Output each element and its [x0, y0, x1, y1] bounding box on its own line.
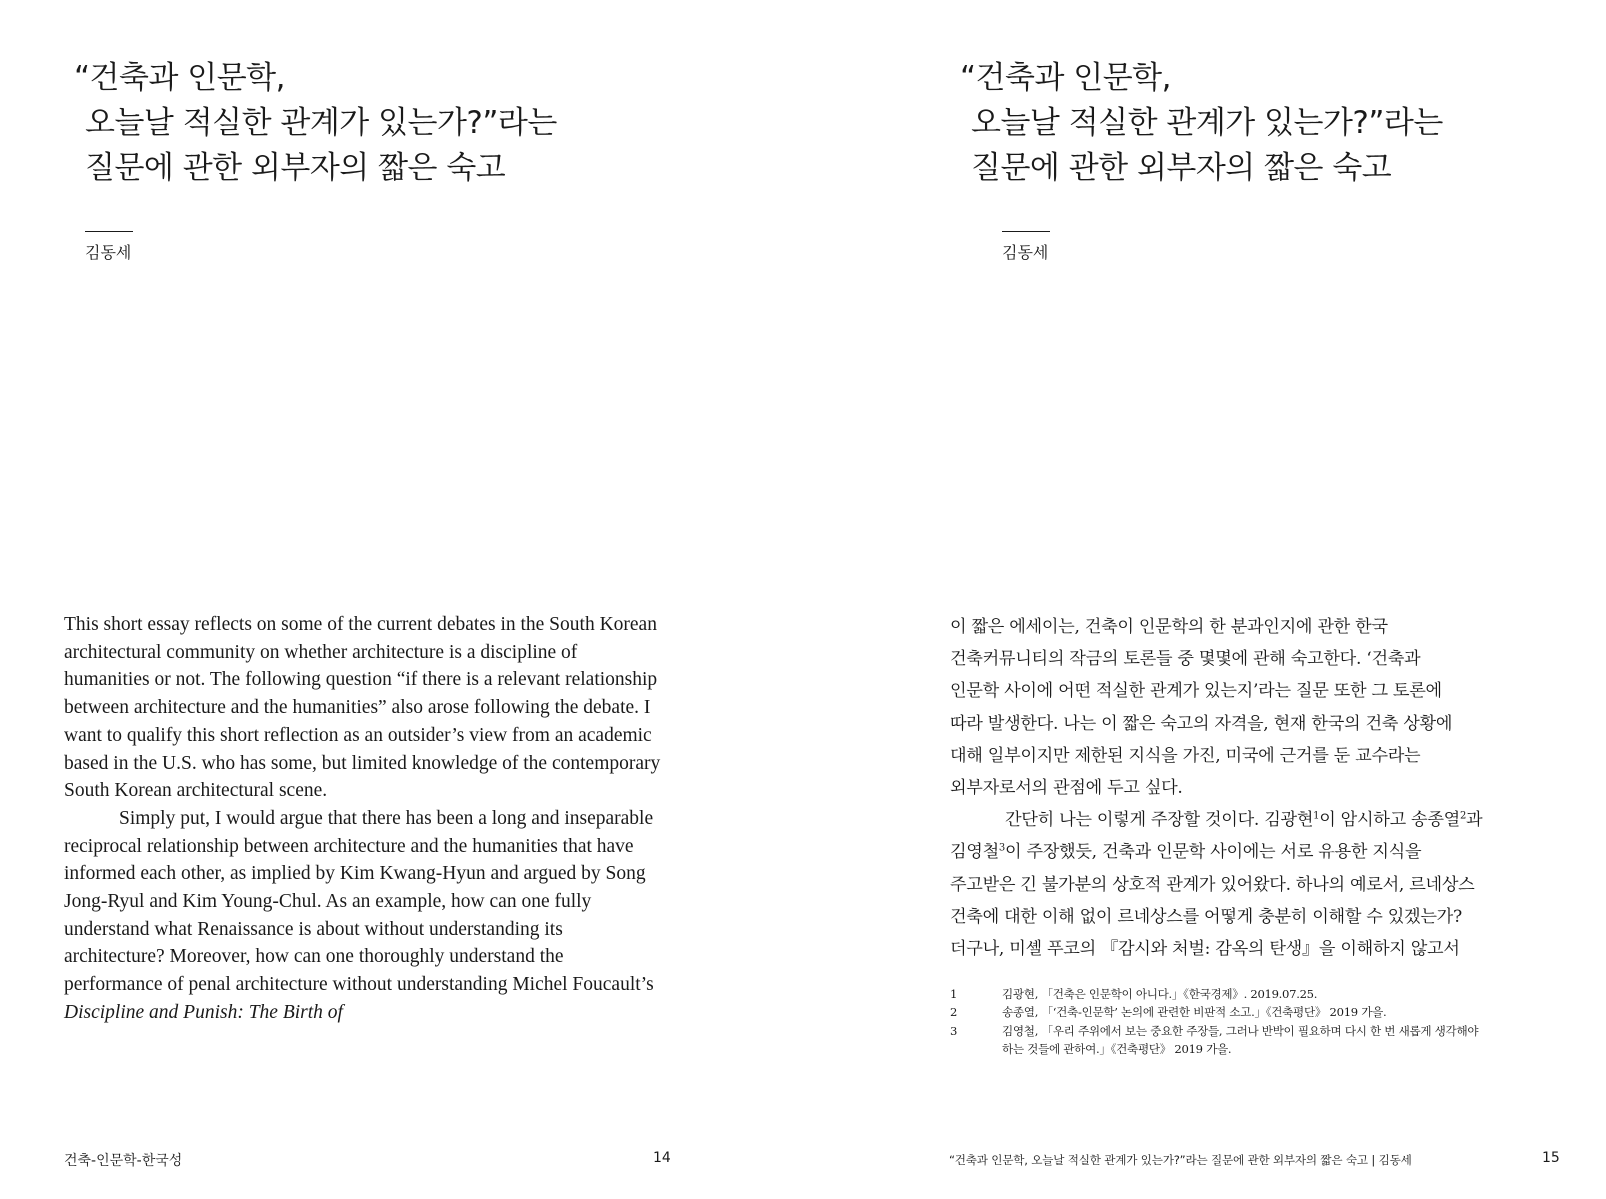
body-line: 주고받은 긴 불가분의 상호적 관계가 있어왔다. 하나의 예로서, 르네상스 — [950, 874, 1475, 895]
footnote-item — [950, 985, 1550, 1003]
footnote-text — [1002, 985, 1550, 1003]
essay-title — [74, 56, 557, 191]
body-text: 이 암시하고 송종열 — [1319, 810, 1460, 831]
korean-body-text — [950, 611, 1550, 965]
body-line: 따라 발생한다. 나는 이 짧은 숙고의 자격을, 현재 한국의 건축 상황에 — [950, 713, 1453, 734]
running-head: “건축과 인문학, 오늘날 적실한 관계가 있는가?”라는 질문에 관한 외부자의 짧은 숙고 | 김동세 — [949, 1153, 1412, 1167]
title-line: “건축과 인문학, — [960, 60, 1171, 96]
author-name: 김동세 — [85, 243, 132, 262]
footnote-item — [950, 1003, 1550, 1021]
body-paragraph — [64, 805, 664, 1027]
footnote-line: 김영철, 「우리 주위에서 보는 중요한 주장들, 그러나 반박이 필요하며 다시 한 번 새롭게 생각해야 — [1002, 1023, 1479, 1038]
author-divider — [85, 231, 133, 232]
body-line: 더구나, 미셸 푸코의 『감시와 처벌: 감옥의 탄생』을 이해하지 않고서 — [950, 939, 1460, 960]
body-text: 이 주장했듯, 건축과 인문학 사이에는 서로 유용한 지식을 — [1004, 842, 1422, 863]
footnote-ref-1[interactable]: 1 — [1313, 810, 1320, 822]
title-line: 오늘날 적실한 관계가 있는가?”라는 — [85, 105, 557, 141]
footnote-line: 김광현, 「건축은 인문학이 아니다.」《한국경제》. 2019.07.25. — [1002, 987, 1318, 1001]
footnote-line: 하는 것들에 관하여.」《건축평단》 2019 가을. — [1002, 1041, 1232, 1056]
author-name: 김동세 — [1002, 243, 1049, 262]
title-line: 오늘날 적실한 관계가 있는가?”라는 — [971, 105, 1443, 141]
body-paragraph: This short essay reflects on some of the current debates in the South Korean architectural community on whether architecture is a discipline of humanities or not. The following question “if there is a relevant relationship between architecture and the humanities” also arose following the debate. I want to qualify this short reflection as an outsider’s view from an academic based in the U.S. who has some, but limited knowledge of the contemporary South Korean architectural scene. — [64, 614, 661, 802]
body-text: 간단히 나는 이렇게 주장할 것이다. 김광현 — [1005, 810, 1314, 831]
author-divider — [1002, 231, 1050, 232]
body-line: 건축커뮤니티의 작금의 토론들 중 몇몇에 관해 숙고한다. ‘건축과 — [950, 649, 1421, 670]
title-line: “건축과 인문학, — [74, 60, 285, 96]
body-line: 건축에 대한 이해 없이 르네상스를 어떻게 충분히 이해할 수 있겠는가? — [950, 906, 1462, 927]
running-head: 건축-인문학-한국성 — [64, 1153, 183, 1169]
title-line: 질문에 관한 외부자의 짧은 숙고 — [85, 150, 506, 186]
essay-title — [960, 56, 1443, 191]
body-line: 인문학 사이에 어떤 적실한 관계가 있는지’라는 질문 또한 그 토론에 — [950, 681, 1442, 702]
english-body-text — [64, 611, 664, 1027]
body-text: 과 — [1466, 810, 1483, 831]
book-title-italic: Discipline and Punish: The Birth of — [64, 1001, 343, 1023]
title-line: 질문에 관한 외부자의 짧은 숙고 — [971, 150, 1392, 186]
body-line: 외부자로서의 관점에 두고 싶다. — [950, 778, 1183, 799]
body-text: 김영철 — [950, 842, 999, 863]
footnote-number: 1 — [950, 987, 958, 1001]
footnote-ref-3[interactable]: 3 — [998, 842, 1005, 854]
page-number: 14 — [653, 1150, 671, 1166]
footnote-ref-2[interactable]: 2 — [1459, 810, 1467, 822]
page-number: 15 — [1542, 1150, 1560, 1166]
footnote-number: 2 — [950, 1005, 958, 1020]
footnote-text — [1002, 1022, 1550, 1059]
footnote-line: 송종열, 「‘건축-인문학’ 논의에 관련한 비판적 소고.」《건축평단》 2019 가을. — [1002, 1005, 1387, 1020]
footnote-item — [950, 1022, 1550, 1059]
body-line — [950, 836, 1550, 868]
right-page — [803, 0, 1606, 1199]
body-line — [950, 804, 1550, 836]
body-line: 이 짧은 에세이는, 건축이 인문학의 한 분과인지에 관한 한국 — [950, 617, 1388, 637]
footnote-number: 3 — [950, 1023, 958, 1038]
body-line: 대해 일부이지만 제한된 지식을 가진, 미국에 근거를 둔 교수라는 — [950, 745, 1421, 766]
body-text: Simply put, I would argue that there has been a long and inseparable reciprocal relationship between architecture and the humanities that have informed each other, as implied by Kim Kwang-Hyun and argued by Song Jong-Ryul and Kim Young-Chul. As an example, how can one fully understand what Renaissance is about without understanding its architecture? Moreover, how can one thoroughly understand the performance of penal architecture without understanding Michel Foucault’s — [64, 807, 654, 996]
footnote-text — [1002, 1003, 1550, 1021]
footnotes — [950, 985, 1550, 1058]
